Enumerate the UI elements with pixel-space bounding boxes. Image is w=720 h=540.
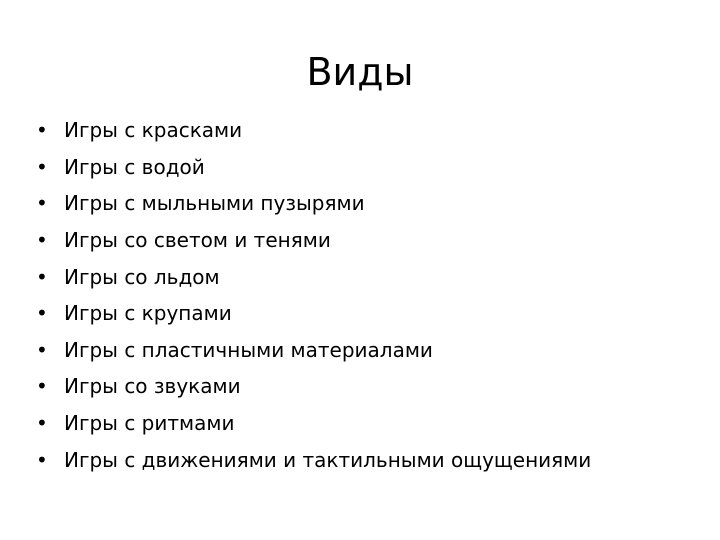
bullet-icon: • xyxy=(36,374,48,399)
bullet-item xyxy=(36,258,696,295)
bullet-item xyxy=(36,112,696,149)
bullet-text: Игры с ритмами xyxy=(64,411,235,436)
bullet-text: Игры с водой xyxy=(64,154,205,179)
bullet-item xyxy=(36,222,696,259)
bullet-icon: • xyxy=(36,447,48,472)
bullet-icon: • xyxy=(36,301,48,326)
bullet-icon: • xyxy=(36,118,48,143)
bullet-text: Игры с крупами xyxy=(64,301,232,326)
bullet-item xyxy=(36,332,696,369)
bullet-text: Игры со звуками xyxy=(64,374,241,399)
slide-title: Виды xyxy=(306,50,414,94)
bullet-list xyxy=(36,112,696,478)
bullet-text: Игры со льдом xyxy=(64,264,220,289)
bullet-text: Игры с пластичными материалами xyxy=(64,337,433,362)
bullet-text: Игры с движениями и тактильными ощущениями xyxy=(64,447,592,472)
bullet-text: Игры с красками xyxy=(64,118,243,143)
bullet-icon: • xyxy=(36,191,48,216)
bullet-item xyxy=(36,368,696,405)
bullet-item xyxy=(36,441,696,478)
bullet-item xyxy=(36,185,696,222)
bullet-icon: • xyxy=(36,228,48,253)
bullet-item xyxy=(36,295,696,332)
bullet-text: Игры со светом и тенями xyxy=(64,228,331,253)
bullet-item xyxy=(36,405,696,442)
bullet-icon: • xyxy=(36,264,48,289)
bullet-item xyxy=(36,149,696,186)
bullet-icon: • xyxy=(36,154,48,179)
bullet-icon: • xyxy=(36,411,48,436)
bullet-text: Игры с мыльными пузырями xyxy=(64,191,365,216)
bullet-icon: • xyxy=(36,337,48,362)
